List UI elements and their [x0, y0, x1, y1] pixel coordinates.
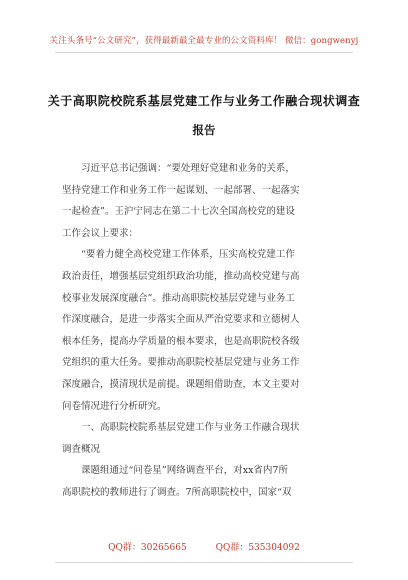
body-line: 一起检查”。王沪宁同志在第二十七次全国高校党的建设 [62, 206, 295, 218]
body-line: 一、高职院校院系基层党建工作与业务工作融合现状 [81, 422, 300, 434]
body-line: 问卷情况进行分析研究。 [62, 400, 167, 412]
body-line: 深度融合，摸清现状是前提。课题组借助查，本文主要对 [62, 378, 300, 390]
document-body [62, 158, 352, 504]
body-line: 高职院校的教师进行了调查。7所高职院校中，国家“双 [62, 486, 292, 498]
header-divider [55, 52, 353, 53]
document-subtitle: 报告 [192, 123, 216, 137]
document-title: 关于高职院校院系基层党建工作与业务工作融合现状调查 [47, 94, 361, 108]
body-line: “要着力健全高校党建工作体系，压实高校党建工作 [81, 249, 295, 261]
body-line: 工作会议上要求： [62, 227, 139, 239]
footer-qq-group-1: QQ群：30265665 [108, 543, 187, 553]
body-line: 根本任务，提高办学质量的根本要求，也是高职院校各级 [62, 335, 300, 347]
body-line: 坚持党建工作和业务工作一起谋划、一起部署、一起落实 [62, 184, 300, 196]
body-line: 党组织的重大任务。要推动高职院校基层党建与业务工作 [62, 357, 300, 369]
body-line: 政治责任，增强基层党组织政治功能，推动高校党建与高 [62, 270, 300, 282]
body-line: 校事业发展深度融合”。推动高职院校基层党建与业务工 [62, 292, 295, 304]
body-line: 作深度融合，是进一步落实全面从严治党要求和立德树人 [62, 314, 300, 326]
footer-divider [55, 562, 353, 563]
header-banner: 关注头条号“公文研究”，获得最新最全最专业的公文资料库！ 微信：gongwenyj [49, 36, 359, 46]
footer-qq-group-2: QQ群：535304092 [215, 543, 300, 553]
body-line: 调查概况 [62, 443, 101, 455]
body-line: 课题组通过“问卷星”网络调查平台，对xx省内7所 [81, 465, 288, 477]
footer [0, 540, 408, 553]
body-line: 习近平总书记强调：“要处理好党建和业务的关系， [81, 163, 295, 174]
